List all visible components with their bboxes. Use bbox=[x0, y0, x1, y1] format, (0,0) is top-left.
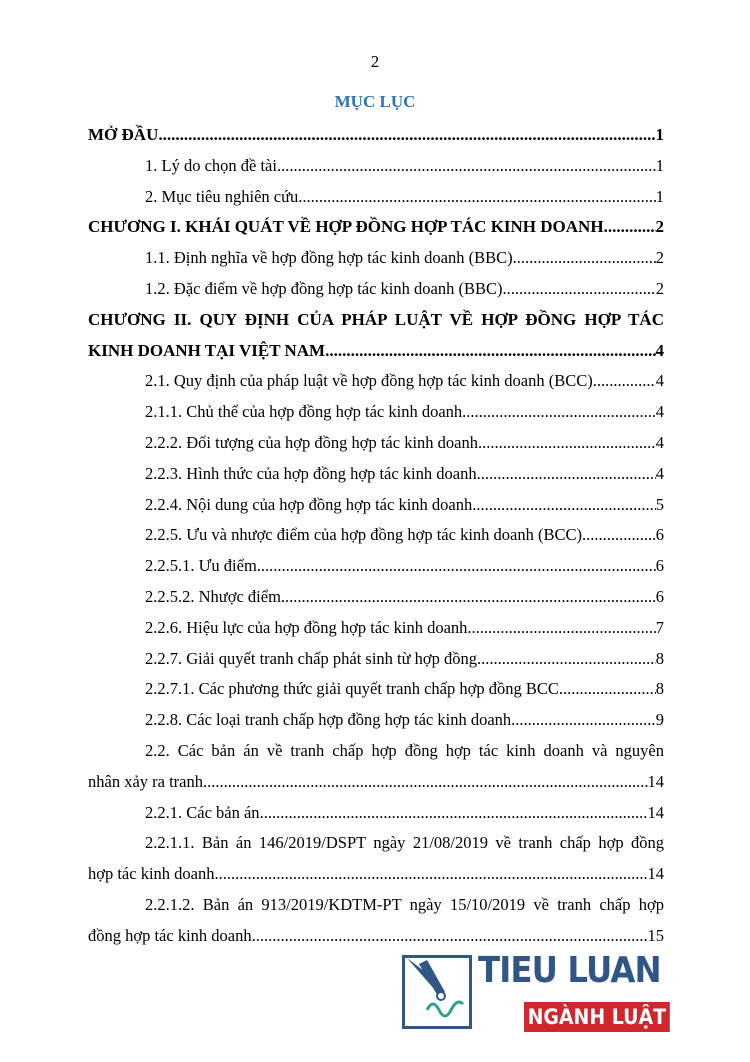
toc-page-number: 14 bbox=[647, 771, 664, 791]
dot-leader bbox=[478, 428, 656, 459]
toc-entry[interactable] bbox=[88, 705, 664, 736]
toc-entry-text: hợp tác kinh doanh bbox=[88, 864, 215, 884]
toc-entry-text: CHƯƠNG I. KHÁI QUÁT VỀ HỢP ĐỒNG HỢP TÁC KINH DOANH bbox=[88, 217, 604, 237]
toc-entry-text: 2.2.6. Hiệu lực của hợp đồng hợp tác kinh doanh bbox=[145, 617, 468, 637]
watermark-title: TIEU LUAN bbox=[478, 950, 661, 991]
dot-leader bbox=[477, 459, 656, 490]
toc-entry-line[interactable] bbox=[88, 828, 664, 859]
toc-entry[interactable] bbox=[88, 151, 664, 182]
toc-entry-text: 2.2.1.2. Bản án 913/2019/KDTM-PT ngày 15/10/2019 về tranh chấp hợp bbox=[145, 894, 664, 914]
dot-leader bbox=[281, 582, 656, 613]
dot-leader bbox=[593, 366, 656, 397]
toc-page-number: 2 bbox=[655, 278, 664, 298]
toc-entry[interactable] bbox=[88, 120, 664, 151]
toc-entry-text: đồng hợp tác kinh doanh bbox=[88, 925, 252, 945]
toc-entry[interactable] bbox=[88, 551, 664, 582]
table-of-contents bbox=[88, 120, 664, 952]
toc-page-number: 6 bbox=[655, 525, 664, 545]
dot-leader bbox=[582, 520, 656, 551]
toc-page-number: 8 bbox=[655, 679, 664, 699]
dot-leader bbox=[215, 859, 648, 890]
toc-page-number: 5 bbox=[655, 494, 664, 514]
dot-leader bbox=[502, 274, 655, 305]
toc-entry[interactable] bbox=[88, 582, 664, 613]
toc-entry[interactable] bbox=[88, 336, 664, 367]
toc-entry-text: 2.2.2. Đối tượng của hợp đồng hợp tác kinh doanh bbox=[145, 432, 478, 452]
toc-entry[interactable] bbox=[88, 182, 664, 213]
dot-leader bbox=[467, 613, 655, 644]
toc-page-number: 4 bbox=[655, 402, 664, 422]
toc-entry-text: 2.2.7.1. Các phương thức giải quyết tranh chấp hợp đồng BCC bbox=[145, 679, 559, 699]
toc-entry-line[interactable] bbox=[88, 736, 664, 767]
dot-leader bbox=[462, 397, 656, 428]
toc-entry[interactable] bbox=[88, 274, 664, 305]
toc-entry-text: 2.2.4. Nội dung của hợp đồng hợp tác kinh doanh bbox=[145, 494, 473, 514]
dot-leader bbox=[260, 798, 648, 829]
toc-entry[interactable] bbox=[88, 490, 664, 521]
dot-leader bbox=[472, 490, 656, 521]
toc-page-number: 4 bbox=[655, 371, 664, 391]
dot-leader bbox=[477, 644, 656, 675]
toc-entry[interactable] bbox=[88, 644, 664, 675]
toc-page-number: 4 bbox=[655, 432, 664, 452]
toc-entry-text: 2.2.1. Các bản án bbox=[145, 802, 260, 822]
toc-entry[interactable] bbox=[88, 366, 664, 397]
toc-entry[interactable] bbox=[88, 520, 664, 551]
toc-entry[interactable] bbox=[88, 921, 664, 952]
dot-leader bbox=[252, 921, 648, 952]
dot-leader bbox=[513, 243, 656, 274]
toc-entry-line[interactable] bbox=[88, 890, 664, 921]
toc-entry-text: 2.2.5.1. Ưu điểm bbox=[145, 556, 257, 576]
toc-entry-text: 1. Lý do chọn đề tài bbox=[145, 155, 277, 175]
toc-title: MỤC LỤC bbox=[334, 92, 416, 111]
toc-page-number: 7 bbox=[655, 617, 664, 637]
toc-page-number: 14 bbox=[647, 864, 664, 884]
watermark-subtitle: NGÀNH LUẬT bbox=[524, 1002, 670, 1032]
toc-entry[interactable] bbox=[88, 212, 664, 243]
toc-entry-text: 2.1. Quy định của pháp luật về hợp đồng hợp tác kinh doanh (BCC) bbox=[145, 371, 593, 391]
toc-entry[interactable] bbox=[88, 859, 664, 890]
toc-entry[interactable] bbox=[88, 613, 664, 644]
toc-page-number: 4 bbox=[655, 463, 664, 483]
toc-entry-text: 2.2.1.1. Bản án 146/2019/DSPT ngày 21/08/2019 về tranh chấp hợp đồng bbox=[145, 833, 664, 853]
page-number: 2 bbox=[370, 52, 380, 71]
toc-entry-text: 2. Mục tiêu nghiên cứu bbox=[145, 186, 299, 206]
toc-entry-text: 2.2.7. Giải quyết tranh chấp phát sinh từ hợp đồng bbox=[145, 648, 478, 668]
toc-entry-text: CHƯƠNG II. QUY ĐỊNH CỦA PHÁP LUẬT VỀ HỢP ĐỒNG HỢP TÁC bbox=[88, 309, 664, 329]
toc-page-number: 1 bbox=[655, 125, 664, 144]
pen-logo-icon bbox=[402, 955, 472, 1029]
toc-entry[interactable] bbox=[88, 428, 664, 459]
toc-page-number: 2 bbox=[655, 217, 664, 237]
toc-entry-text: 2.1.1. Chủ thể của hợp đồng hợp tác kinh doanh bbox=[145, 402, 463, 422]
toc-entry[interactable] bbox=[88, 397, 664, 428]
toc-entry-line[interactable] bbox=[88, 305, 664, 336]
dot-leader bbox=[158, 120, 655, 151]
toc-page-number: 6 bbox=[655, 586, 664, 606]
toc-entry-text: 2.2.3. Hình thức của hợp đồng hợp tác kinh doanh bbox=[145, 463, 477, 483]
dot-leader bbox=[604, 212, 656, 243]
toc-entry-text: 1.2. Đặc điểm về hợp đồng hợp tác kinh doanh (BBC) bbox=[145, 278, 503, 298]
dot-leader bbox=[511, 705, 656, 736]
toc-page-number: 1 bbox=[655, 155, 664, 175]
dot-leader bbox=[559, 674, 656, 705]
toc-entry-text: 2.2. Các bản án về tranh chấp hợp đồng hợp tác kinh doanh và nguyên bbox=[145, 740, 664, 760]
toc-page-number: 14 bbox=[647, 802, 664, 822]
dot-leader bbox=[277, 151, 656, 182]
toc-entry[interactable] bbox=[88, 798, 664, 829]
toc-entry-text: 1.1. Định nghĩa về hợp đồng hợp tác kinh doanh (BBC) bbox=[145, 248, 513, 268]
dot-leader bbox=[325, 336, 655, 367]
toc-entry-text: MỞ ĐẦU bbox=[88, 125, 159, 144]
toc-page-number: 9 bbox=[655, 710, 664, 730]
toc-page-number: 2 bbox=[655, 248, 664, 268]
toc-entry[interactable] bbox=[88, 767, 664, 798]
toc-entry-text: 2.2.5.2. Nhược điểm bbox=[145, 586, 281, 606]
toc-entry-text: KINH DOANH TẠI VIỆT NAM bbox=[88, 340, 326, 360]
toc-entry-text: 2.2.8. Các loại tranh chấp hợp đồng hợp tác kinh doanh bbox=[145, 710, 512, 730]
toc-page-number: 4 bbox=[655, 340, 664, 360]
dot-leader bbox=[257, 551, 656, 582]
toc-entry[interactable] bbox=[88, 459, 664, 490]
dot-leader bbox=[298, 182, 655, 213]
toc-page-number: 8 bbox=[655, 648, 664, 668]
toc-page-number: 1 bbox=[655, 186, 664, 206]
toc-entry[interactable] bbox=[88, 243, 664, 274]
toc-entry[interactable] bbox=[88, 674, 664, 705]
toc-page-number: 6 bbox=[655, 556, 664, 576]
toc-page-number: 15 bbox=[647, 925, 664, 945]
dot-leader bbox=[203, 767, 648, 798]
toc-entry-text: nhân xảy ra tranh bbox=[88, 771, 203, 791]
toc-entry-text: 2.2.5. Ưu và nhược điểm của hợp đồng hợp tác kinh doanh (BCC) bbox=[145, 525, 582, 545]
